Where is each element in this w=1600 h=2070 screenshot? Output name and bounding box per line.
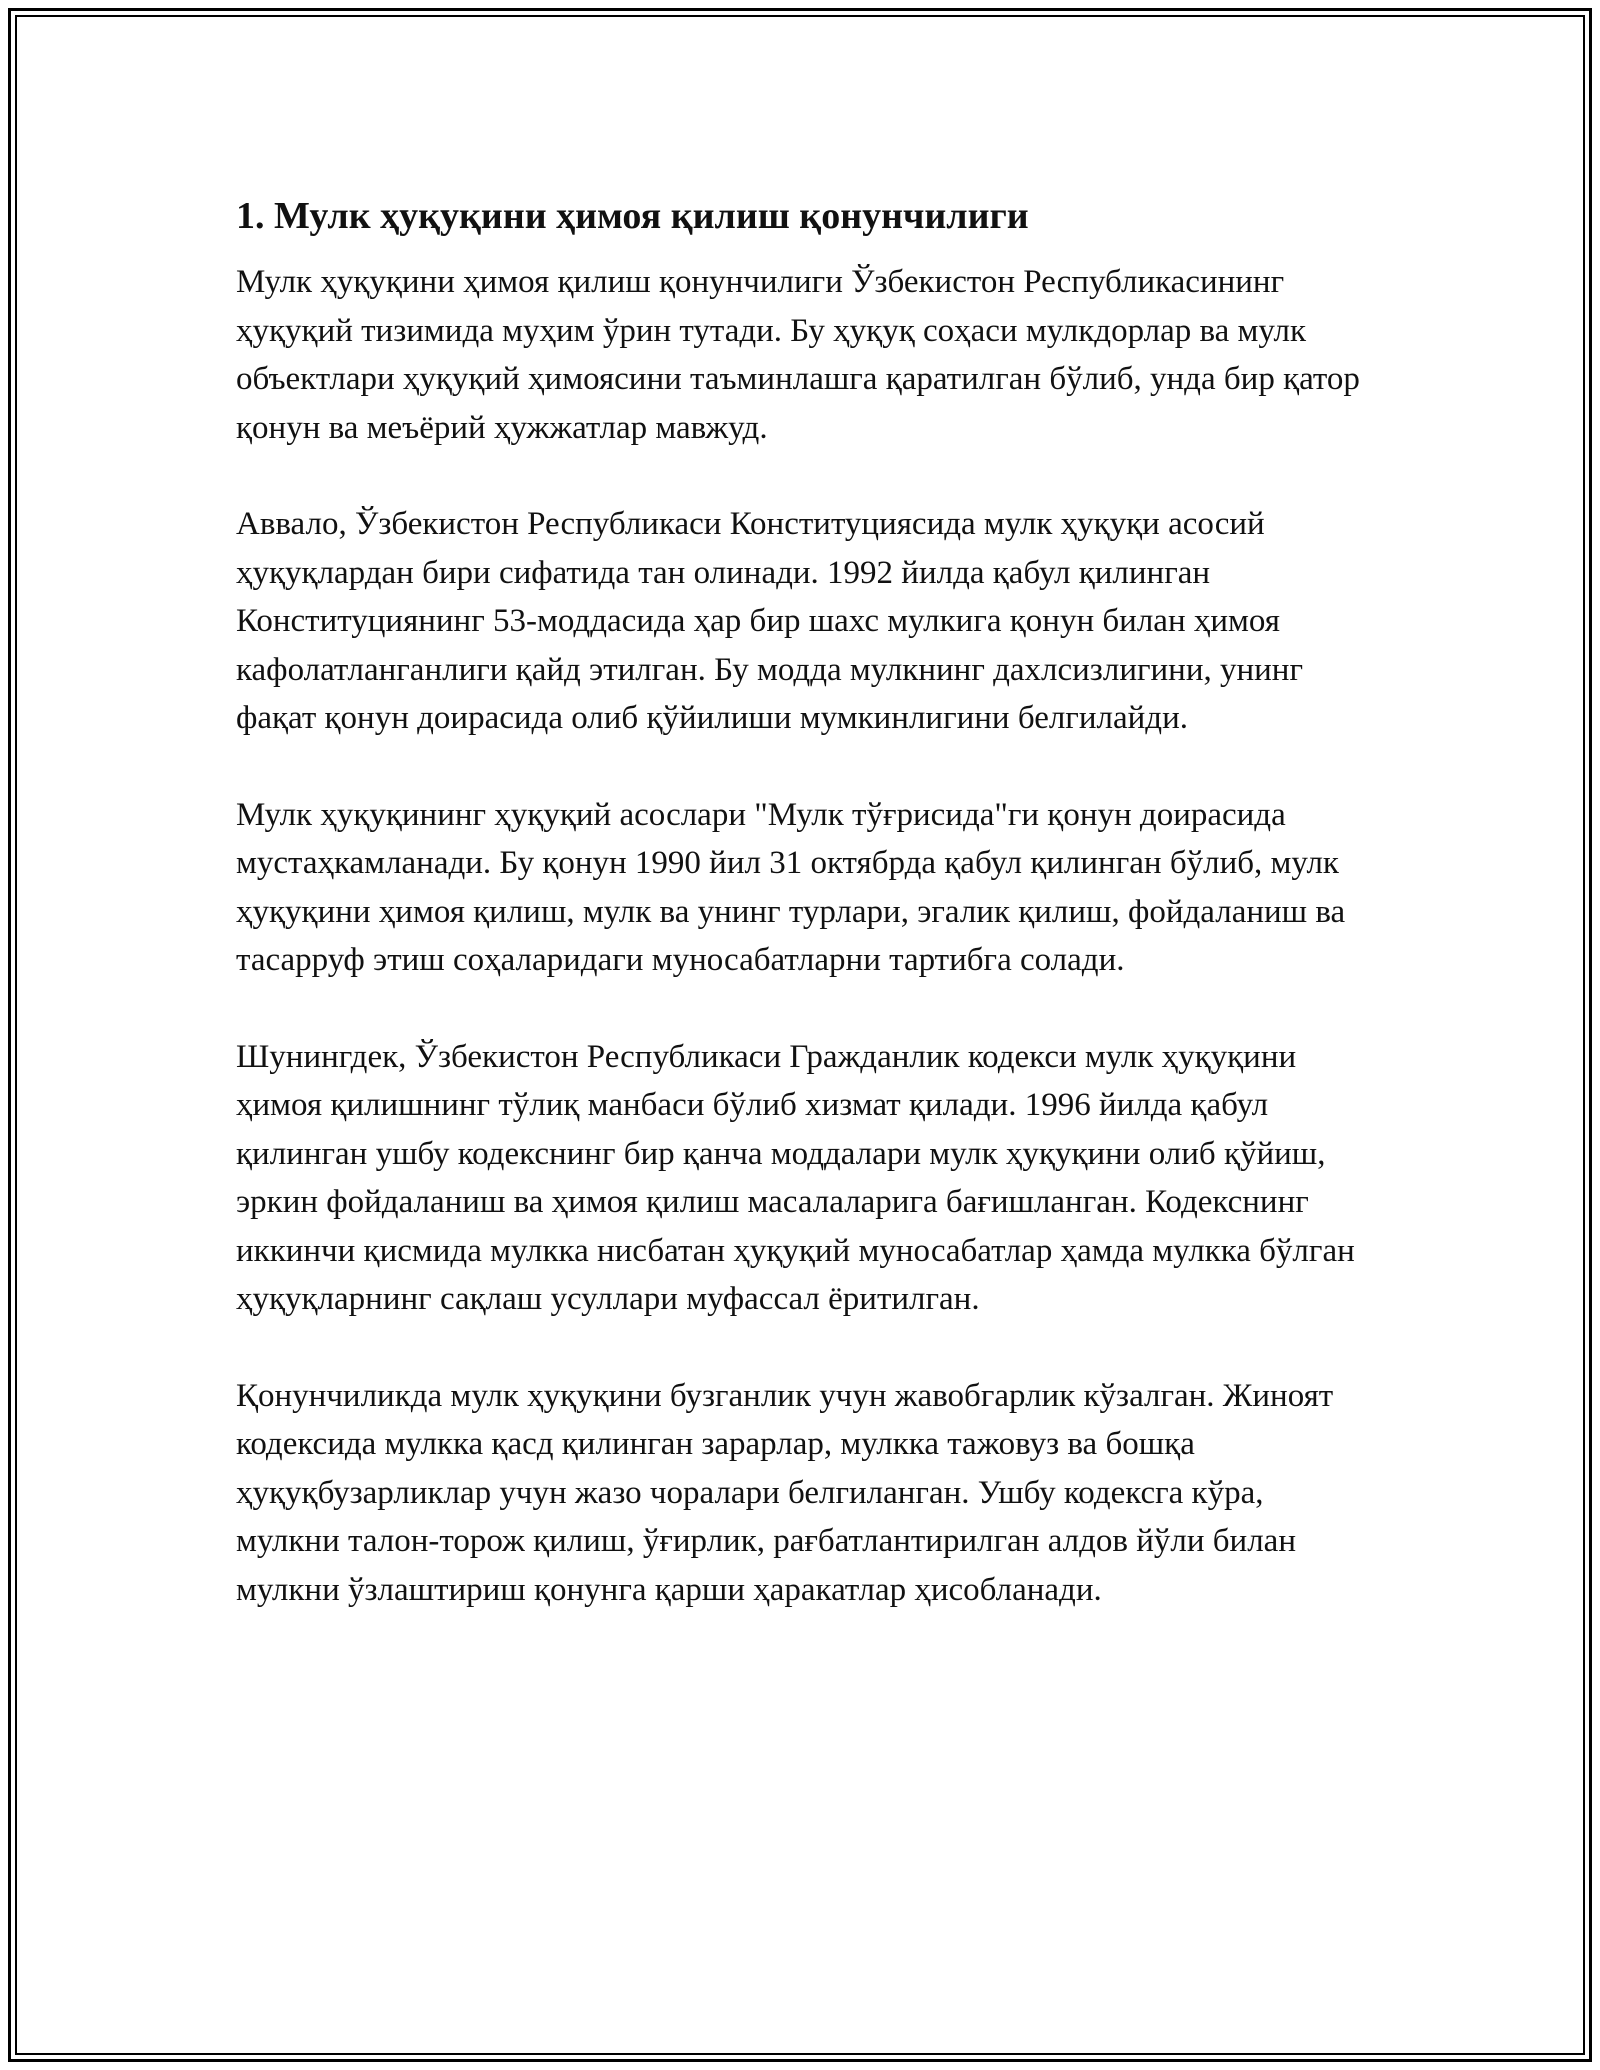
section-heading: 1. Мулк ҳуқуқини ҳимоя қилиш қонунчилиги xyxy=(236,195,1029,237)
paragraph-1: Мулк ҳуқуқини ҳимоя қилиш қонунчилиги Ўзбекистон Республикасининг ҳуқуқий тизимида муҳим ўрин тутади. Бу ҳуқуқ соҳаси мулкдорлар ва мулк объектлари ҳуқуқий ҳимоясини таъминлашга қаратилган бўлиб, унда бир қатор қонун ва меъёрий ҳужжатлар мавжуд. xyxy=(236,264,1360,446)
paragraph-3: Мулк ҳуқуқининг ҳуқуқий асослари "Мулк тўғрисида"ги қонун доирасида мустаҳкамланади. Бу қонун 1990 йил 31 октябрда қабул қилинган бўлиб, мулк ҳуқуқини ҳимоя қилиш, мулк ва унинг турлари, эгалик қилиш, фойдаланиш ва тасарруф этиш соҳаларидаги муносабатларни тартибга солади. xyxy=(236,796,1346,978)
document-body xyxy=(236,190,1366,1662)
paragraph-2: Аввало, Ўзбекистон Республикаси Конституциясида мулк ҳуқуқи асосий ҳуқуқлардан бири сифатида тан олинади. 1992 йилда қабул қилинган Конституциянинг 53-моддасида ҳар бир шахс мулкига қонун билан ҳимоя кафолатланганлиги қайд этилган. Бу модда мулкнинг дахлсизлигини, унинг фақат қонун доирасида олиб қўйилиши мумкинлигини белгилайди. xyxy=(236,506,1304,736)
paragraph-4: Шунингдек, Ўзбекистон Республикаси Гражданлик кодекси мулк ҳуқуқини ҳимоя қилишнинг тўлиқ манбаси бўлиб хизмат қилади. 1996 йилда қабул қилинган ушбу кодекснинг бир қанча моддалари мулк ҳуқуқини олиб қўйиш, эркин фойдаланиш ва ҳимоя қилиш масалаларига бағишланган. Кодекснинг иккинчи қисмида мулкка нисбатан ҳуқуқий муносабатлар ҳамда мулкка бўлган ҳуқуқларнинг сақлаш усуллари муфассал ёритилган. xyxy=(236,1038,1355,1317)
paragraph-5: Қонунчиликда мулк ҳуқуқини бузганлик учун жавобгарлик кўзалган. Жиноят кодексида мулкка қасд қилинган зарарлар, мулкка тажовуз ва бошқа ҳуқуқбузарликлар учун жазо чоралари белгиланган. Ушбу кодексга кўра, мулкни талон-торож қилиш, ўғирлик, рағбатлантирилган алдов йўли билан мулкни ўзлаштириш қонунга қарши ҳаракатлар ҳисобланади. xyxy=(236,1377,1334,1608)
